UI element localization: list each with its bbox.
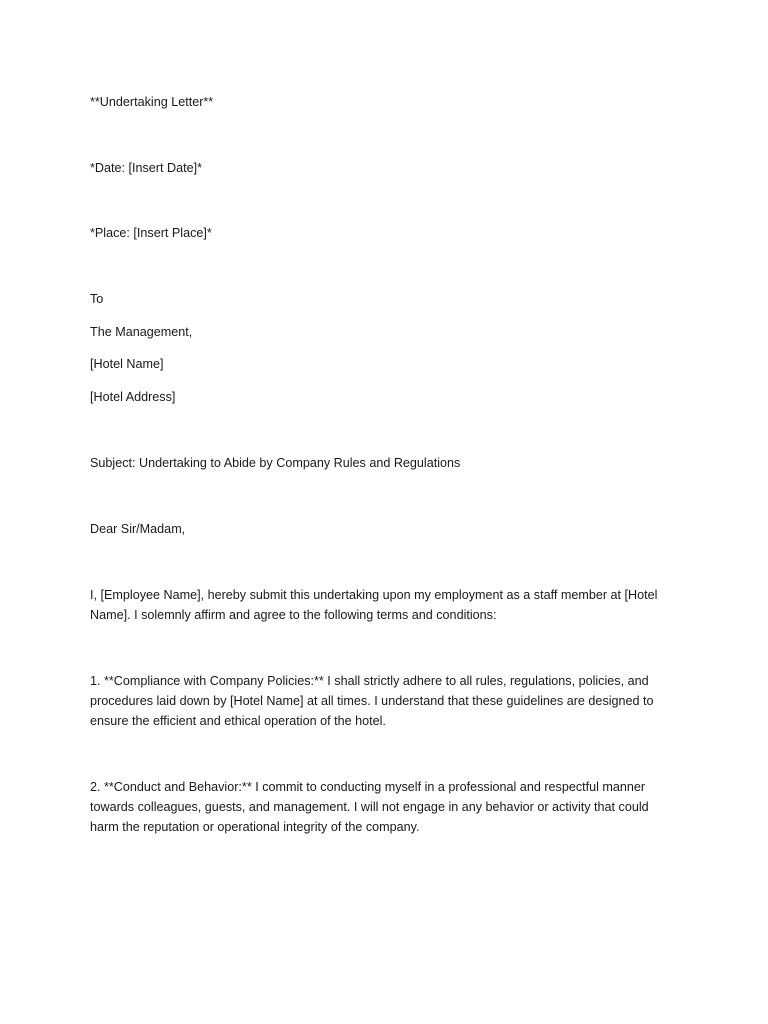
clause-line: harm the reputation or operational integrity of the company. — [90, 820, 420, 834]
clause-line: 1. **Compliance with Company Policies:** I shall strictly adhere to all rules, regulations, policies, and — [90, 674, 649, 688]
clause-line: towards colleagues, guests, and management. I will not engage in any behavior or activity that could — [90, 800, 649, 814]
recipient-to: To — [90, 292, 104, 306]
clause-line: procedures laid down by [Hotel Name] at all times. I understand that these guidelines are designed to — [90, 694, 654, 708]
intro-line: Name]. I solemnly affirm and agree to the following terms and conditions: — [90, 608, 497, 622]
clause-line: 2. **Conduct and Behavior:** I commit to conducting myself in a professional and respectful manner — [90, 780, 646, 794]
letter-subject: Subject: Undertaking to Abide by Company Rules and Regulations — [90, 456, 461, 470]
intro-line: I, [Employee Name], hereby submit this undertaking upon my employment as a staff member at [Hotel — [90, 588, 658, 602]
recipient-hotel-address: [Hotel Address] — [90, 390, 176, 404]
letter-title: **Undertaking Letter** — [90, 95, 214, 109]
letter-date: *Date: [Insert Date]* — [90, 161, 202, 175]
clause-paragraph-2 — [90, 777, 680, 837]
intro-paragraph — [90, 585, 680, 625]
clause-line: ensure the efficient and ethical operation of the hotel. — [90, 714, 386, 728]
recipient-management: The Management, — [90, 325, 193, 339]
letter-salutation: Dear Sir/Madam, — [90, 522, 186, 536]
clause-paragraph-1 — [90, 671, 680, 731]
letter-place: *Place: [Insert Place]* — [90, 226, 212, 240]
recipient-hotel-name: [Hotel Name] — [90, 357, 164, 371]
